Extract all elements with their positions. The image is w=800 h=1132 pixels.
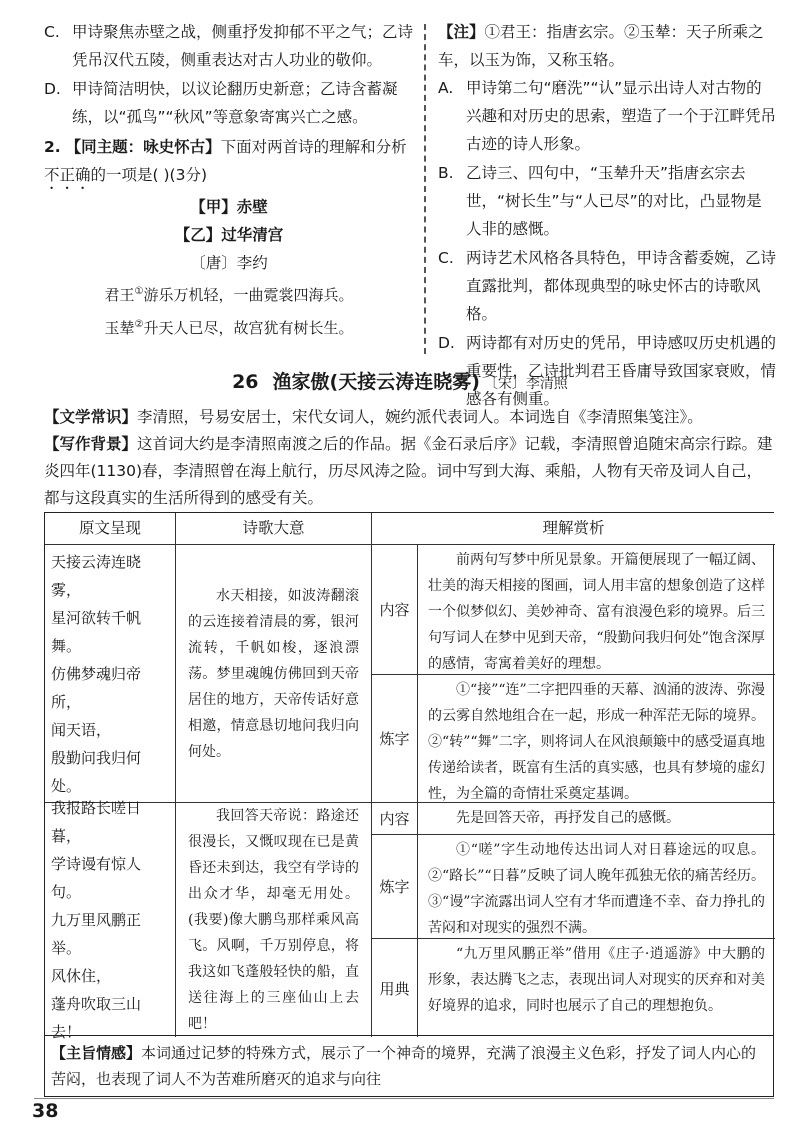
question-topic-tag: 【同主题：咏史怀古】 (65, 138, 221, 156)
option-text: 甲诗第二句“磨洗”“认”显示出诗人对古物的兴趣和对历史的思索，塑造了一个于江畔凭吊古迹的诗人形象。 (466, 79, 777, 153)
column-divider (424, 24, 426, 354)
header-text: 理解赏析 (542, 519, 605, 537)
poem-text: 游乐万机轻，一曲霓裳四海兵。 (143, 286, 354, 304)
analysis-text: “九万里风鹏正举”借用《庄子·逍遥游》中大鹏的形象，表达腾飞之志，表现出词人对现实的厌弃和对美好境界的追求，同时也展示了自己的理想抱负。 (428, 946, 765, 1014)
footer-rule (34, 1098, 774, 1099)
original-line: 天接云涛连晓雾， (51, 552, 142, 599)
summary-tag: 【主旨情感】 (51, 1044, 142, 1062)
option-label: A. (438, 79, 454, 97)
row2-word-analysis (418, 835, 775, 939)
question-number: 2. (44, 138, 61, 156)
section-number: 26 (232, 371, 259, 393)
label-text: 内容 (379, 810, 410, 828)
header-analysis (372, 513, 775, 545)
row1-meaning (176, 545, 372, 803)
original-line: 仿佛梦魂归帝所， (51, 664, 142, 711)
row1-original (45, 545, 176, 803)
original-line: 学诗谩有惊人句。 (51, 855, 142, 901)
poem-note (438, 18, 776, 74)
analysis-table (44, 512, 774, 1041)
option-c-left (44, 18, 414, 74)
footnote-marker: ② (134, 319, 144, 330)
original-line: 风休住， (51, 967, 112, 985)
original-line: 星河欲转千帆舞。 (51, 608, 142, 655)
option-text: 甲诗聚焦赤壁之战，侧重抒发抑郁不平之气；乙诗凭吊汉代五陵，侧重表达对古人功业的敬仰。 (72, 23, 414, 69)
header-original (45, 513, 176, 545)
option-text: 两诗艺术风格各具特色，甲诗含蓄委婉，乙诗直露批判，都体现典型的咏史怀古的诗歌风格。 (466, 249, 777, 323)
note-tag: 【注】 (438, 22, 485, 41)
original-line: 九万里风鹏正举。 (51, 911, 142, 957)
question-2-stem (44, 133, 414, 193)
lit-tag: 【文学常识】 (44, 408, 138, 426)
row2-label-content (372, 803, 418, 835)
option-label: C. (438, 249, 454, 267)
poem-author: 〔唐〕李约 (190, 254, 268, 272)
header-text: 原文呈现 (78, 519, 141, 537)
option-label: D. (44, 80, 61, 98)
section-name: 渔家傲(天接云涛连晓雾) (272, 371, 480, 393)
analysis-text: ①“接”“连”二字把四垂的天幕、汹涌的波涛、弥漫的云雾自然地组合在一起，形成一种浑茫无际的境界。②“转”“舞”二字，则将词人在风浪颠簸中的感受逼真地传递给读者，既富有生活的真实感，也具有梦境的虚幻性，为全篇的奇情壮采奠定基调。 (428, 682, 765, 802)
row1-label-content (372, 545, 418, 675)
option-label: C. (44, 23, 60, 41)
row2-label-word (372, 835, 418, 939)
footnote-marker: ① (134, 286, 144, 297)
background-text: 这首词大约是李清照南渡之后的作品。据《金石录后序》记载，李清照曾追随宋高宗行踪。建炎四年(1130)春，李清照曾在海上航行，历尽风涛之险。词中写到大海、乘船，人物有天帝及词人自己，都与这段真实的生活所得到的感受有关。 (44, 435, 773, 507)
poem-text: 玉辇 (104, 319, 135, 337)
original-line: 殷勤问我归何处。 (51, 748, 142, 795)
question-emphasis: 不正确 (44, 166, 91, 184)
option-b (438, 159, 776, 243)
row2-original (45, 799, 176, 1041)
meaning-text: 水天相接，如波涛翻滚的云连接着清晨的雾，银河流转，千帆如梭，逐浪漂荡。梦里魂魄仿佛回到天帝居住的地方，天帝传话好意相邀，情意恳切地问我归向何处。 (188, 587, 359, 760)
writing-background (44, 431, 774, 512)
question-text-b: 的一项是( )(3分) (90, 166, 207, 184)
section-title (0, 368, 800, 398)
summary-text: 本词通过记梦的特殊方式，展示了一个神奇的境界，充满了浪漫主义色彩，抒发了词人内心的苦闷，也表现了词人不为苦难所磨灭的追求与向往 (51, 1044, 757, 1088)
analysis-text: ①“嗟”字生动地传达出词人对日暮途远的叹息。②“路长”“日暮”反映了词人晚年孤独无依的痛苦经历。③“谩”字流露出词人空有才华而遭逢不幸、奋力挣扎的苦闷和对现实的强烈不满。 (428, 842, 765, 936)
row1-label-word (372, 675, 418, 803)
lit-text: 李清照，号易安居士，宋代女词人，婉约派代表词人。本词选自《李清照集笺注》。 (137, 408, 703, 426)
analysis-text: 先是回答天帝，再抒发自己的感慨。 (456, 810, 680, 826)
note-text: ①君王：指唐玄宗。②玉辇：天子所乘之车，以玉为饰，又称玉辂。 (438, 23, 764, 69)
background-tag: 【写作背景】 (44, 435, 138, 453)
left-column (44, 18, 414, 343)
right-column (438, 18, 776, 414)
option-d-left (44, 75, 414, 131)
section-author: 〔宋〕李清照 (483, 376, 568, 392)
poem-text: 君王 (104, 286, 135, 304)
original-line: 闻天语， (51, 720, 112, 739)
header-text: 诗歌大意 (242, 519, 305, 537)
original-line: 蓬舟吹取三山去！ (51, 995, 142, 1041)
page-number: 38 (32, 1100, 59, 1122)
option-c (438, 244, 776, 328)
row2-allusion-analysis (418, 939, 775, 1037)
table-header-row (45, 513, 773, 545)
literary-knowledge (44, 404, 774, 431)
option-text: 乙诗三、四句中，“玉辇升天”指唐玄宗去世，“树长生”与“人已尽”的对比，凸显物是人非的感慨。 (466, 164, 762, 238)
option-text: 两诗都有对历史的凭吊，甲诗感叹历史机遇的重要性，乙诗批判君王昏庸导致国家衰败，情感各有侧重。 (466, 334, 777, 408)
row2-content-analysis (418, 803, 775, 835)
poem-line-1 (44, 277, 414, 310)
row1-content-analysis (418, 545, 775, 675)
question-text-a: 下面对两首诗的理解和分析 (220, 138, 407, 156)
row1-word-analysis (418, 675, 775, 803)
label-text: 用典 (379, 979, 410, 998)
meaning-text: 我回答天帝说：路途还很漫长，又慨叹现在已是黄昏还未到达，我空有学诗的出众才华，却毫无用处。(我要)像大鹏鸟那样乘风高飞。风啊，千万别停息，将我这如飞蓬般轻快的船，直送往海上的三座仙山上去吧！ (188, 808, 359, 1032)
theme-summary (44, 1036, 774, 1097)
analysis-text: 前两句写梦中所见景象。开篇便展现了一幅辽阔、壮美的海天相接的图画，词人用丰富的想象创造了这样一个似梦似幻、美妙神奇、富有浪漫色彩的境界。后三句写词人在梦中见到天帝，“殷勤问我归何处”饱含深厚的感情，寄寓着美好的理想。 (428, 552, 765, 672)
option-label: D. (438, 334, 455, 352)
original-line: 我报路长嗟日暮， (51, 799, 142, 845)
row2-meaning (176, 803, 372, 1037)
label-text: 炼字 (379, 878, 410, 896)
option-a (438, 74, 776, 158)
poem-yi-title: 【乙】过华清宫 (174, 226, 284, 244)
poem-jia-title: 【甲】赤壁 (190, 198, 268, 216)
option-text: 甲诗简洁明快，以议论翻历史新意；乙诗含蓄凝练，以“孤鸟”“秋风”等意象寄寓兴亡之感。 (72, 80, 398, 126)
poem-line-2 (44, 310, 414, 343)
row2-label-allusion (372, 939, 418, 1037)
option-label: B. (438, 164, 454, 182)
poem-text: 升天人已尽，故宫犹有树长生。 (143, 319, 354, 337)
label-text: 内容 (379, 601, 410, 619)
header-meaning (176, 513, 372, 545)
label-text: 炼字 (379, 730, 410, 748)
